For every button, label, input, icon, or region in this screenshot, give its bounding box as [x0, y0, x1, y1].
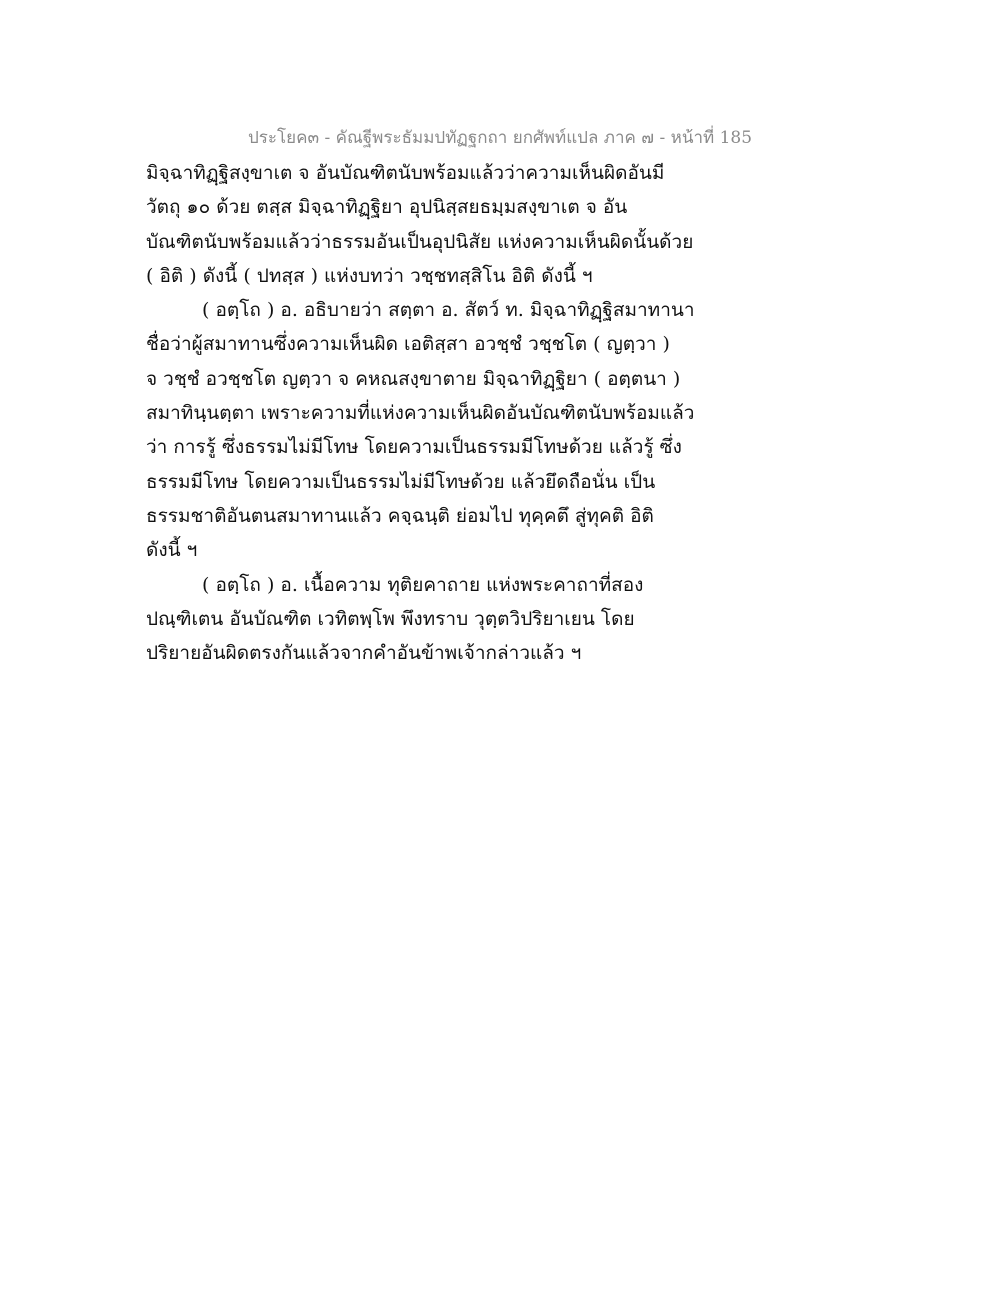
paragraph [146, 156, 746, 293]
text-line: ว่า การรู้ ซึ่งธรรมไม่มีโทษ โดยความเป็นธรรมมีโทษด้วย แล้วรู้ ซึ่ง [146, 436, 682, 459]
text-line: มิจฺฉาทิฏฺฐิสงฺขาเต จ อันบัณฑิตนับพร้อมแล้วว่าความเห็นผิดอันมี [146, 162, 665, 184]
text-line: บัณฑิตนับพร้อมแล้วว่าธรรมอันเป็นอุปนิสัย แห่งความเห็นผิดนั้นด้วย [146, 230, 694, 253]
text-line: ดังนี้ ฯ [146, 539, 198, 562]
text-line: ชื่อว่าผู้สมาทานซึ่งความเห็นผิด เอติสฺสา อวชฺชํ วชฺชโต ( ญตฺวา ) [146, 333, 670, 356]
text-line: สมาทินฺนตฺตา เพราะความที่แห่งความเห็นผิดอันบัณฑิตนับพร้อมแล้ว [146, 402, 695, 425]
running-header: ประโยค๓ - คัณฐีพระธัมมปทัฏฐกถา ยกศัพท์แปล ภาค ๗ - หน้าที่ 185 [247, 128, 753, 148]
text-line: ( อิติ ) ดังนี้ ( ปทสฺส ) แห่งบทว่า วชฺชทสฺสิโน อิติ ดังนี้ ฯ [146, 264, 593, 287]
text-line: ธรรมชาติอันตนสมาทานแล้ว คจฺฉนฺติ ย่อมไป ทุคฺคตึ สู่ทุคติ อิติ [146, 504, 654, 527]
body-text [146, 156, 746, 670]
text-line: ปริยายอันผิดตรงกันแล้วจากคำอันข้าพเจ้ากล่าวแล้ว ฯ [146, 642, 582, 665]
text-line: จ วชฺชํ อวชฺชโต ญตฺวา จ คหณสงฺขาตาย มิจฺฉาทิฏฺฐิยา ( อตฺตนา ) [146, 367, 681, 390]
text-line: ( อตฺโถ ) อ. เนื้อความ ทุติยคาถาย แห่งพระคาถาที่สอง [202, 573, 644, 596]
text-line: ( อตฺโถ ) อ. อธิบายว่า สตฺตา อ. สัตว์ ท. มิจฺฉาทิฏฺฐิสมาทานา [202, 299, 695, 322]
text-line: ธรรมมีโทษ โดยความเป็นธรรมไม่มีโทษด้วย แล้วยึดถือนั่น เป็น [146, 470, 656, 493]
paragraph [146, 568, 746, 671]
text-line: ปณฺฑิเตน อันบัณฑิต เวทิตพฺโพ พึงทราบ วุตฺตวิปริยาเยน โดย [146, 607, 635, 630]
text-line: วัตถุ ๑๐ ด้วย ตสฺส มิจฺฉาทิฏฺฐิยา อุปนิสฺสยธมฺมสงฺขาเต จ อัน [146, 196, 628, 219]
paragraph [146, 293, 746, 567]
